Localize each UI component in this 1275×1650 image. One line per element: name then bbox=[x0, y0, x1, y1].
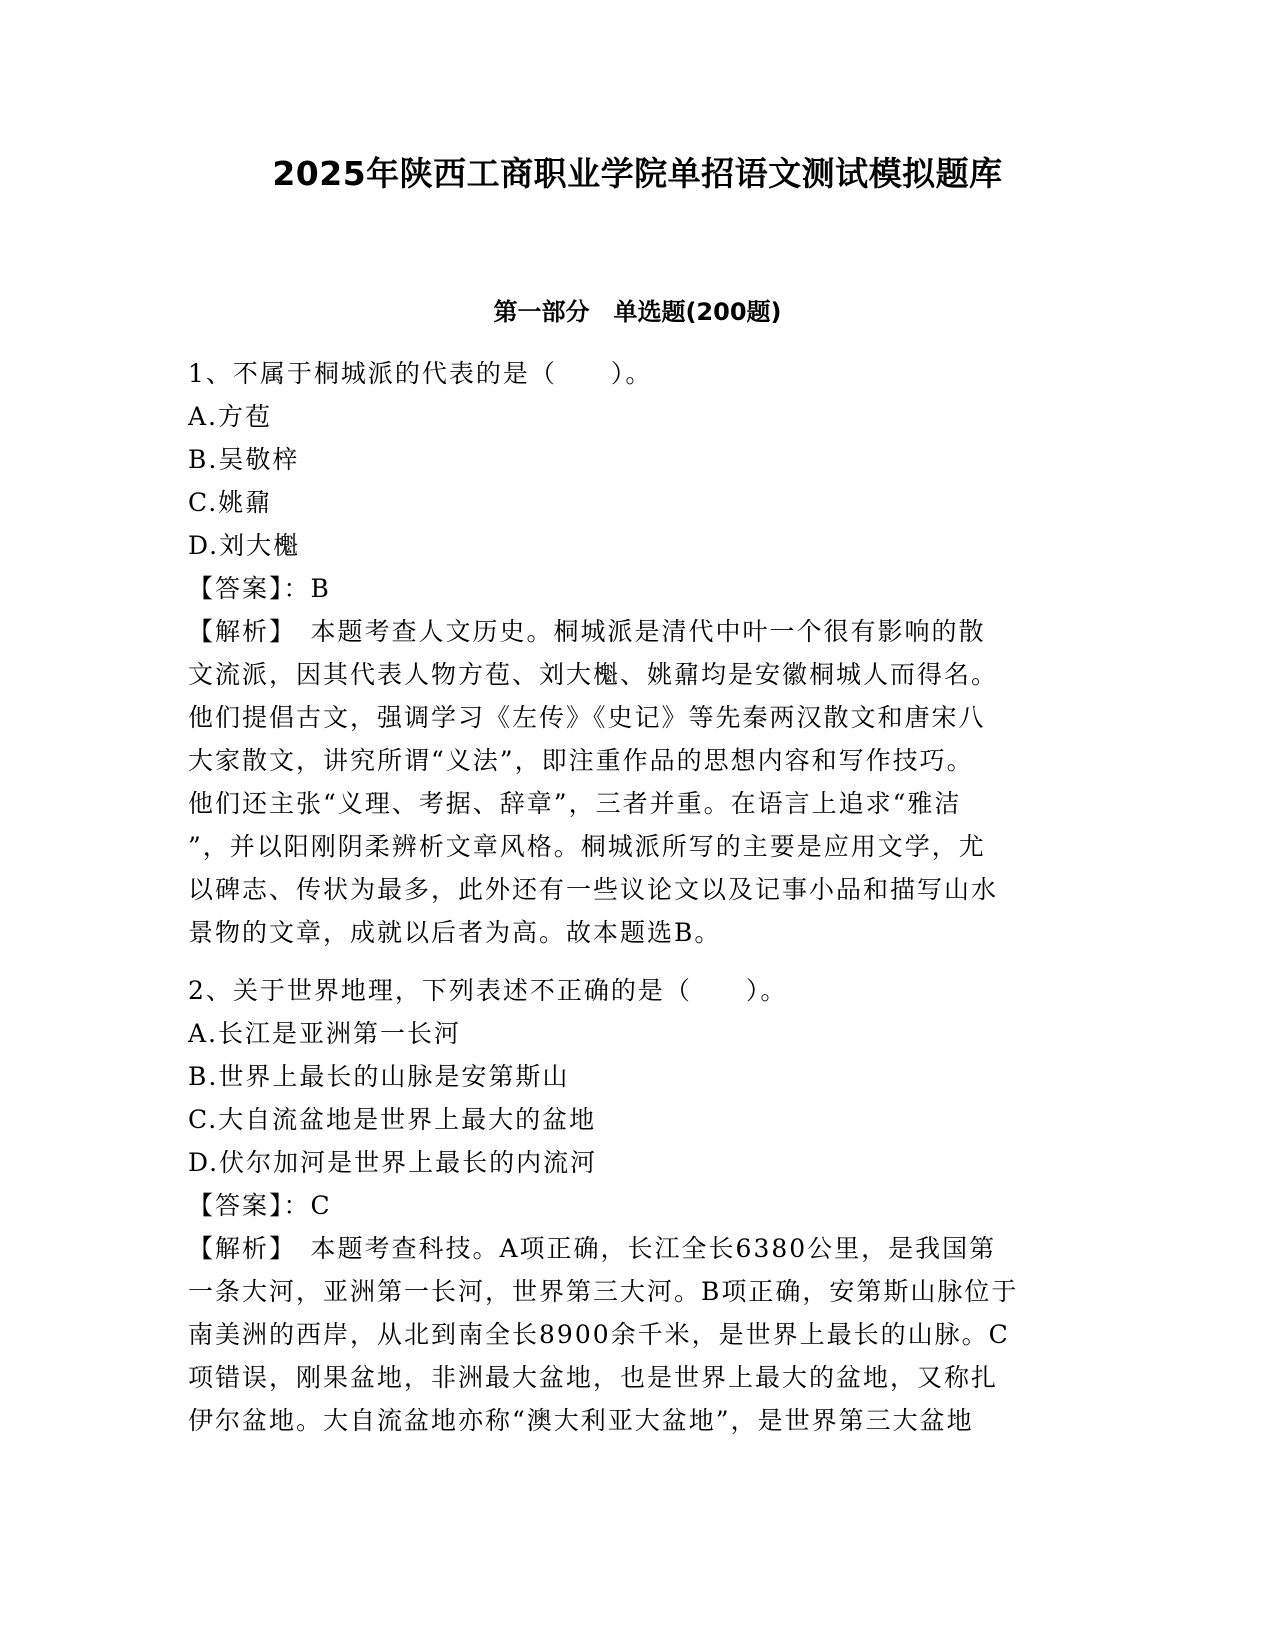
option-c: C.姚鼐 bbox=[188, 488, 273, 517]
question-1 bbox=[188, 352, 1088, 954]
analysis-line: 景物的文章，成就以后者为高。故本题选B。 bbox=[188, 918, 722, 947]
analysis-block bbox=[188, 610, 1088, 954]
question-stem: 1、不属于桐城派的代表的是（ ）。 bbox=[188, 359, 653, 388]
option-b: B.世界上最长的山脉是安第斯山 bbox=[188, 1062, 570, 1091]
analysis-line: 【解析】 本题考查人文历史。桐城派是清代中叶一个很有影响的散 bbox=[188, 617, 986, 646]
analysis-line: 一条大河，亚洲第一长河，世界第三大河。B项正确，安第斯山脉位于 bbox=[188, 1277, 1019, 1306]
document-title: 2025年陕西工商职业学院单招语文测试模拟题库 bbox=[272, 154, 1003, 193]
analysis-line: 南美洲的西岸，从北到南全长8900余千米，是世界上最长的山脉。C bbox=[188, 1320, 1010, 1349]
option-b: B.吴敬梓 bbox=[188, 445, 300, 474]
option-d: D.伏尔加河是世界上最长的内流河 bbox=[188, 1148, 598, 1177]
answer-line: 【答案】：B bbox=[188, 574, 331, 603]
analysis-line: 【解析】 本题考查科技。A项正确，长江全长6380公里，是我国第 bbox=[188, 1234, 997, 1263]
question-list bbox=[188, 352, 1088, 1442]
analysis-line: 以碑志、传状为最多，此外还有一些议论文以及记事小品和描写山水 bbox=[188, 875, 999, 904]
answer-line: 【答案】：C bbox=[188, 1191, 332, 1220]
section-heading: 第一部分 单选题(200题) bbox=[493, 298, 782, 326]
option-a: A.方苞 bbox=[188, 402, 273, 431]
option-a: A.长江是亚洲第一长河 bbox=[188, 1019, 462, 1048]
option-c: C.大自流盆地是世界上最大的盆地 bbox=[188, 1105, 597, 1134]
analysis-line: 大家散文，讲究所谓“义法”，即注重作品的思想内容和写作技巧。 bbox=[188, 746, 974, 775]
analysis-line: 他们提倡古文，强调学习《左传》《史记》等先秦两汉散文和唐宋八 bbox=[188, 703, 986, 732]
analysis-line: 文流派，因其代表人物方苞、刘大櫆、姚鼐均是安徽桐城人而得名。 bbox=[188, 660, 999, 689]
question-stem: 2、关于世界地理，下列表述不正确的是（ ）。 bbox=[188, 976, 788, 1005]
analysis-line: 他们还主张“义理、考据、辞章”，三者并重。在语言上追求“雅洁 bbox=[188, 789, 962, 818]
analysis-line: ”，并以阳刚阴柔辨析文章风格。桐城派所写的主要是应用文学，尤 bbox=[188, 832, 986, 861]
analysis-line: 项错误，刚果盆地，非洲最大盆地，也是世界上最大的盆地，又称扎 bbox=[188, 1363, 999, 1392]
analysis-block bbox=[188, 1227, 1088, 1442]
option-d: D.刘大櫆 bbox=[188, 531, 301, 560]
analysis-line: 伊尔盆地。大自流盆地亦称“澳大利亚大盆地”，是世界第三大盆地 bbox=[188, 1406, 974, 1435]
question-2 bbox=[188, 969, 1088, 1442]
